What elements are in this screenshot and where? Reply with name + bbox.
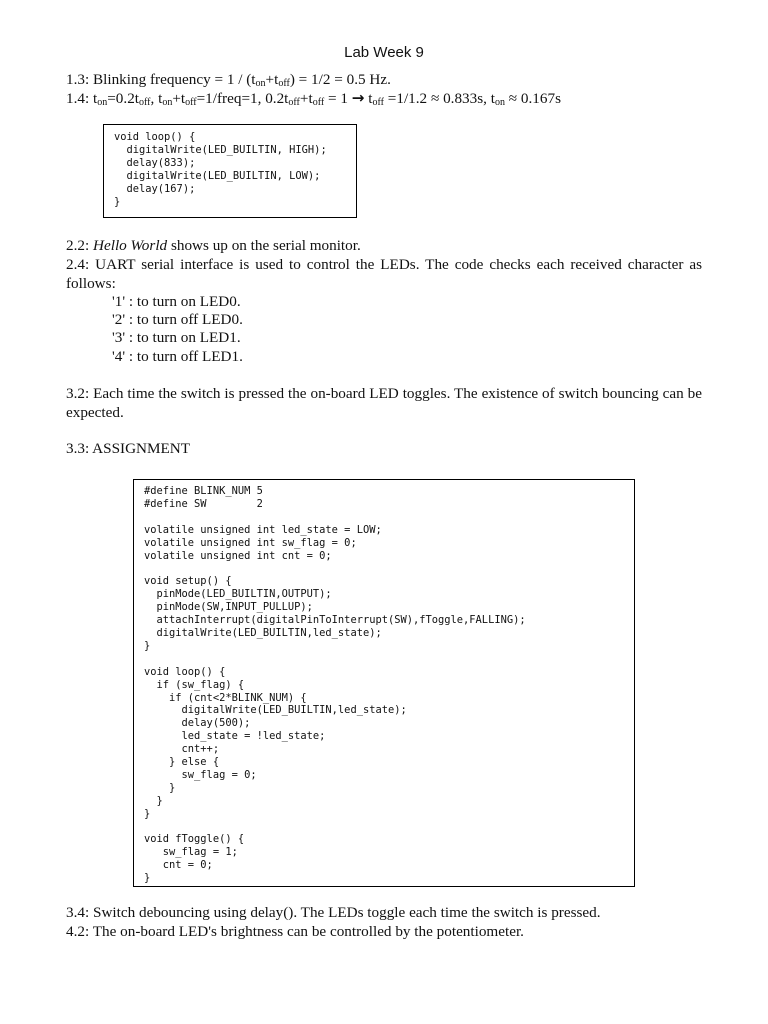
s14-sub-off-3: off — [288, 97, 300, 108]
s14-sub-on-1: on — [97, 97, 108, 108]
section-4-2: 4.2: The on-board LED's brightness can be controlled by the potentiometer. — [66, 923, 524, 940]
section-2-2 — [66, 237, 702, 256]
s14-sub-off-1: off — [139, 97, 151, 108]
section-1-3 — [66, 71, 702, 90]
arrow-icon: → — [351, 89, 365, 107]
code-text-loop: void loop() { digitalWrite(LED_BUILTIN, HIGH); delay(833); digitalWrite(LED_BUILTIN, LOW); delay(167); } — [114, 131, 327, 208]
s14-p4: +t — [172, 90, 186, 107]
s22-suffix: shows up on the serial monitor. — [167, 237, 361, 254]
code-block-assignment — [133, 479, 635, 887]
s14-sub-on-2: on — [162, 97, 173, 108]
s14-sub-on-3: on — [494, 97, 505, 108]
s14-p2: =0.2t — [107, 90, 140, 107]
s14-p10: ≈ 0.167s — [504, 90, 561, 107]
list-item: '4' : to turn off LED1. — [112, 348, 243, 365]
section-2-4: 2.4: UART serial interface is used to control the LEDs. The code checks each received character as follows: — [66, 256, 702, 292]
s14-sub-off-5: off — [372, 97, 384, 108]
s22-emphasis: Hello World — [93, 237, 168, 254]
s14-p6: +t — [299, 90, 313, 107]
s13-suffix: ) = 1/2 = 0.5 Hz. — [289, 71, 391, 88]
section-3-2: 3.2: Each time the switch is pressed the on-board LED toggles. The existence of switch bouncing can be expected. — [66, 385, 702, 421]
s13-sub-on: on — [255, 78, 266, 89]
s13-mid: +t — [265, 71, 279, 88]
s14-p1: 1.4: t — [66, 90, 98, 107]
s14-p7: = 1 — [324, 90, 352, 107]
code-text-assignment: #define BLINK_NUM 5 #define SW 2 volatile unsigned int led_state = LOW; volatile unsigned int sw_flag = 0; volatile unsigned int cnt = 0; void setup() { pinMode(LED_BUILTIN,OUTPUT); pinMode(SW,INPUT_PULLUP); attachInterrupt(digitalPinToInterrupt(SW),fToggle,FALLING); digitalWrite(LED_BUILTIN,led_state); } void loop() { if (sw_flag) { if (cnt<2*BLINK_NUM) { digitalWrite(LED_BUILTIN,led_state); delay(500); led_state = !led_state; cnt++; } else { sw_flag = 0; } } } void fToggle() { sw_flag = 1; cnt = 0; } — [144, 485, 526, 885]
section-3-3: 3.3: ASSIGNMENT — [66, 440, 191, 457]
list-item: '1' : to turn on LED0. — [112, 293, 241, 310]
section-1-4 — [66, 89, 702, 109]
s14-p5: =1/freq=1, 0.2t — [196, 90, 289, 107]
s14-p3: , t — [150, 90, 163, 107]
s22-prefix: 2.2: — [66, 237, 94, 254]
s13-prefix: 1.3: Blinking frequency = 1 / (t — [66, 71, 256, 88]
code-block-loop — [103, 124, 357, 218]
list-item: '3' : to turn on LED1. — [112, 329, 241, 346]
s14-p9: =1/1.2 ≈ 0.833s, t — [383, 90, 495, 107]
page-title: Lab Week 9 — [344, 44, 424, 61]
section-3-4: 3.4: Switch debouncing using delay(). The LEDs toggle each time the switch is pressed. — [66, 904, 601, 921]
s14-sub-off-2: off — [185, 97, 197, 108]
list-item: '2' : to turn off LED0. — [112, 311, 243, 328]
s14-p8: t — [364, 90, 373, 107]
s14-sub-off-4: off — [312, 97, 325, 108]
s13-sub-off: off — [278, 78, 290, 89]
